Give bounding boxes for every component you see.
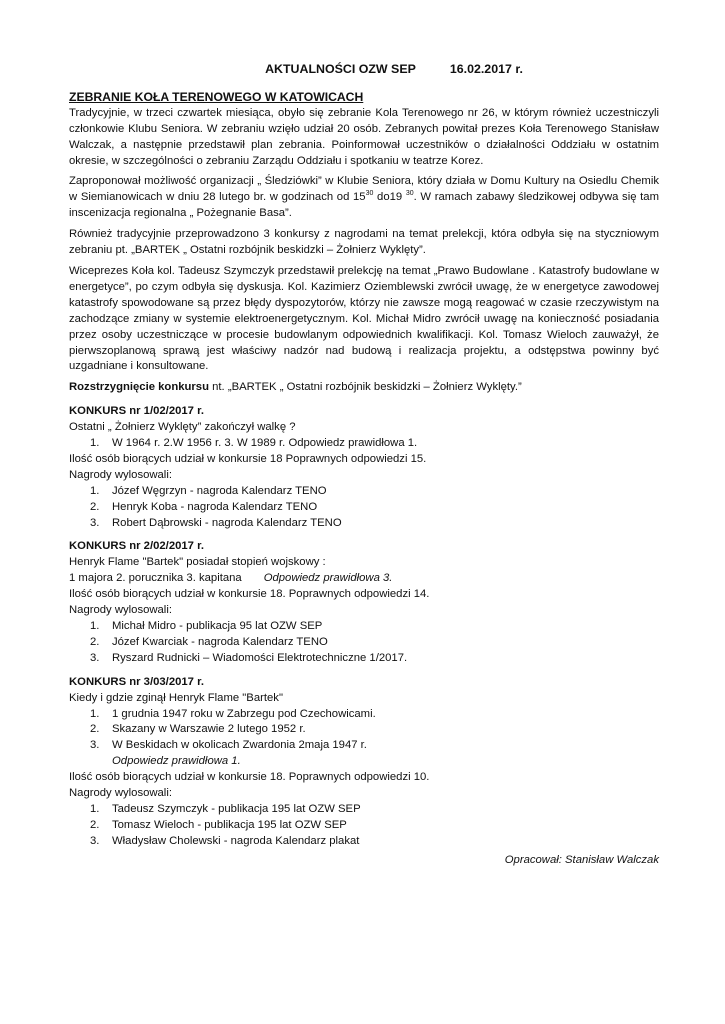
paragraph-sledziowka-text-c: . W ramach zabawy śledzikowej odbywa się tam inscenizacja regionalna „ Pożegnanie Basa”.	[69, 191, 659, 220]
winner-name: Ryszard Rudnicki – Wiadomości Elektrotechniczne 1/2017.	[112, 651, 408, 664]
paragraph-contests: Również tradycyjnie przeprowadzono 3 konkursy z nagrodami na temat prelekcji, która odbyła się na styczniowym zebraniu pt. „BARTEK „ Ostatni rozbójnik beskidzki – Żołnierz Wyklęty”.	[69, 228, 659, 257]
contest-3-winners	[69, 802, 659, 850]
winner-name: Robert Dąbrowski - nagroda Kalendarz TENO	[112, 516, 342, 529]
contest-1-options	[69, 436, 659, 452]
list-number: 2.	[90, 635, 100, 648]
contest-1-options-text: W 1964 r. 2.W 1956 r. 3. W 1989 r. Odpowiedz prawidłowa 1.	[112, 437, 418, 450]
contest-2-answer: Odpowiedz prawidłowa 3.	[263, 572, 393, 585]
list-item	[69, 516, 659, 532]
contest-1-title: KONKURS nr 1/02/2017 r.	[69, 405, 204, 418]
winner-name: Tadeusz Szymczyk - publikacja 195 lat OZW SEP	[112, 802, 361, 815]
contest-1-participants: Ilość osób biorących udział w konkursie 18 Poprawnych odpowiedzi 15.	[69, 452, 427, 465]
paragraph-meeting: Tradycyjnie, w trzeci czwartek miesiąca, obyło się zebranie Kola Terenowego nr 26, w którym również uczestniczyli członkowie Klubu Seniora. W zebraniu wzięło udział 20 osób. Zebranych powitał prezes Koła Terenowego Stanisław Walczak, a następnie przedstawił plan zebrania. Poinformował uczestników o działalności Oddziału w ostatnim okresie, w szczególności o zebraniu Zarządu Oddziału i spotkaniu w teatrze Korez.	[69, 106, 659, 167]
paragraph-sledziowka	[69, 174, 659, 222]
list-number: 1.	[90, 802, 100, 815]
list-item	[69, 651, 659, 667]
list-item	[69, 500, 659, 516]
list-item	[69, 619, 659, 635]
author-signature: Opracował: Stanisław Walczak	[504, 853, 659, 866]
list-number: 3.	[90, 516, 100, 529]
paragraph-sledziowka-text-b: do19	[373, 191, 406, 204]
paragraph-sledziowka-text-a: Zaproponował możliwość organizacji „ Śledziówki” w Klubie Seniora, który działa w Domu Kultury na Osiedlu Chemik w Siemianowicach w dniu 28 lutego br. w godzinach od 15	[69, 175, 659, 204]
contest-3-participants: Ilość osób biorących udział w konkursie 18. Poprawnych odpowiedzi 10.	[69, 771, 430, 784]
winner-name: Henryk Koba - nagroda Kalendarz TENO	[112, 500, 318, 513]
contest-3-options	[69, 707, 659, 755]
list-item	[69, 635, 659, 651]
list-number: 3.	[90, 739, 100, 752]
winner-name: Józef Kwarciak - nagroda Kalendarz TENO	[112, 635, 328, 648]
list-item	[69, 738, 659, 754]
time-superscript-start: 30	[365, 190, 374, 198]
list-item	[69, 802, 659, 818]
list-number: 1.	[90, 437, 100, 450]
contest-2-winners	[69, 619, 659, 667]
contest-2-participants: Ilość osób biorących udział w konkursie 18. Poprawnych odpowiedzi 14.	[69, 588, 430, 601]
contest-3-title: KONKURS nr 3/03/2017 r.	[69, 675, 204, 688]
option-text: 1 grudnia 1947 roku w Zabrzegu pod Czechowicami.	[112, 707, 376, 720]
header-date: 16.02.2017 r.	[449, 62, 523, 76]
paragraph-lecture: Wiceprezes Koła kol. Tadeusz Szymczyk przedstawił prelekcję na temat „Prawo Budowlane . Katastrofy budowlane w energetyce”, po czym odbyła się dyskusja. Kol. Kazimierz Oziemblewski zwrócił uwagę, że w energetyce zawodowej katastrofy spowodowane są przez błędy dyspozytorów, którzy nie zawsze mogą reagować w czasie rzeczywistym na zachodzące zmiany w systemie elektroenergetycznym. Kol. Michał Midro zwrócił uwagę na konieczność posiadania przez osoby uczestniczące w procesie budowlanym odpowiednich kwalifikacji. Kol. Tomasz Wieloch zauważył, że pierwszoplanową sprawą jest właściwy nadzór nad budową i realizacja projektu, a odstępstwa powinny być uzgadniane i konsultowane.	[69, 264, 659, 373]
list-number: 3.	[90, 651, 100, 664]
option-text: W Beskidach w okolicach Zwardonia 2maja 1947 r.	[112, 739, 367, 752]
list-number: 1.	[90, 484, 100, 497]
list-item	[69, 484, 659, 500]
header-title: AKTUALNOŚCI OZW SEP	[265, 62, 416, 76]
contest-2-prizes-label: Nagrody wylosowali:	[69, 604, 172, 617]
contest-3-question: Kiedy i gdzie zginął Henryk Flame "Bartek"	[69, 691, 283, 704]
list-number: 2.	[90, 723, 100, 736]
document-page	[69, 62, 659, 869]
contest-2-title: KONKURS nr 2/02/2017 r.	[69, 540, 204, 553]
winner-name: Józef Węgrzyn - nagroda Kalendarz TENO	[112, 484, 327, 497]
winner-name: Tomasz Wieloch - publikacja 195 lat OZW SEP	[112, 818, 347, 831]
contest-3-prizes-label: Nagrody wylosowali:	[69, 787, 172, 800]
list-item	[69, 834, 659, 850]
contest-3-answer: Odpowiedz prawidłowa 1.	[112, 755, 241, 768]
winner-name: Władysław Cholewski - nagroda Kalendarz plakat	[112, 834, 360, 847]
contest-2-question: Henryk Flame "Bartek" posiadał stopień wojskowy :	[69, 556, 326, 569]
contest-1-prizes-label: Nagrody wylosowali:	[69, 468, 172, 481]
list-number: 2.	[90, 500, 100, 513]
list-number: 1.	[90, 707, 100, 720]
time-superscript-end: 30	[405, 190, 414, 198]
list-item	[69, 722, 659, 738]
paragraph-resolution	[69, 380, 659, 396]
list-item	[69, 707, 659, 723]
contest-1-question: Ostatni „ Żołnierz Wyklęty” zakończył walkę ?	[69, 421, 296, 434]
list-item	[69, 436, 659, 452]
option-text: Skazany w Warszawie 2 lutego 1952 r.	[112, 723, 306, 736]
contest-2-options: 1 majora 2. porucznika 3. kapitana	[69, 572, 242, 585]
winner-name: Michał Midro - publikacja 95 lat OZW SEP	[112, 620, 323, 632]
section-title: ZEBRANIE KOŁA TERENOWEGO W KATOWICACH	[69, 89, 364, 104]
contest-2-options-line	[69, 571, 659, 587]
resolution-text: nt. „BARTEK „ Ostatni rozbójnik beskidzki – Żołnierz Wyklęty.”	[209, 381, 522, 394]
list-number: 1.	[90, 620, 100, 632]
document-header	[69, 62, 659, 78]
resolution-label: Rozstrzygnięcie konkursu	[69, 381, 209, 394]
list-number: 3.	[90, 834, 100, 847]
list-item	[69, 818, 659, 834]
contest-1-winners	[69, 484, 659, 532]
list-number: 2.	[90, 818, 100, 831]
